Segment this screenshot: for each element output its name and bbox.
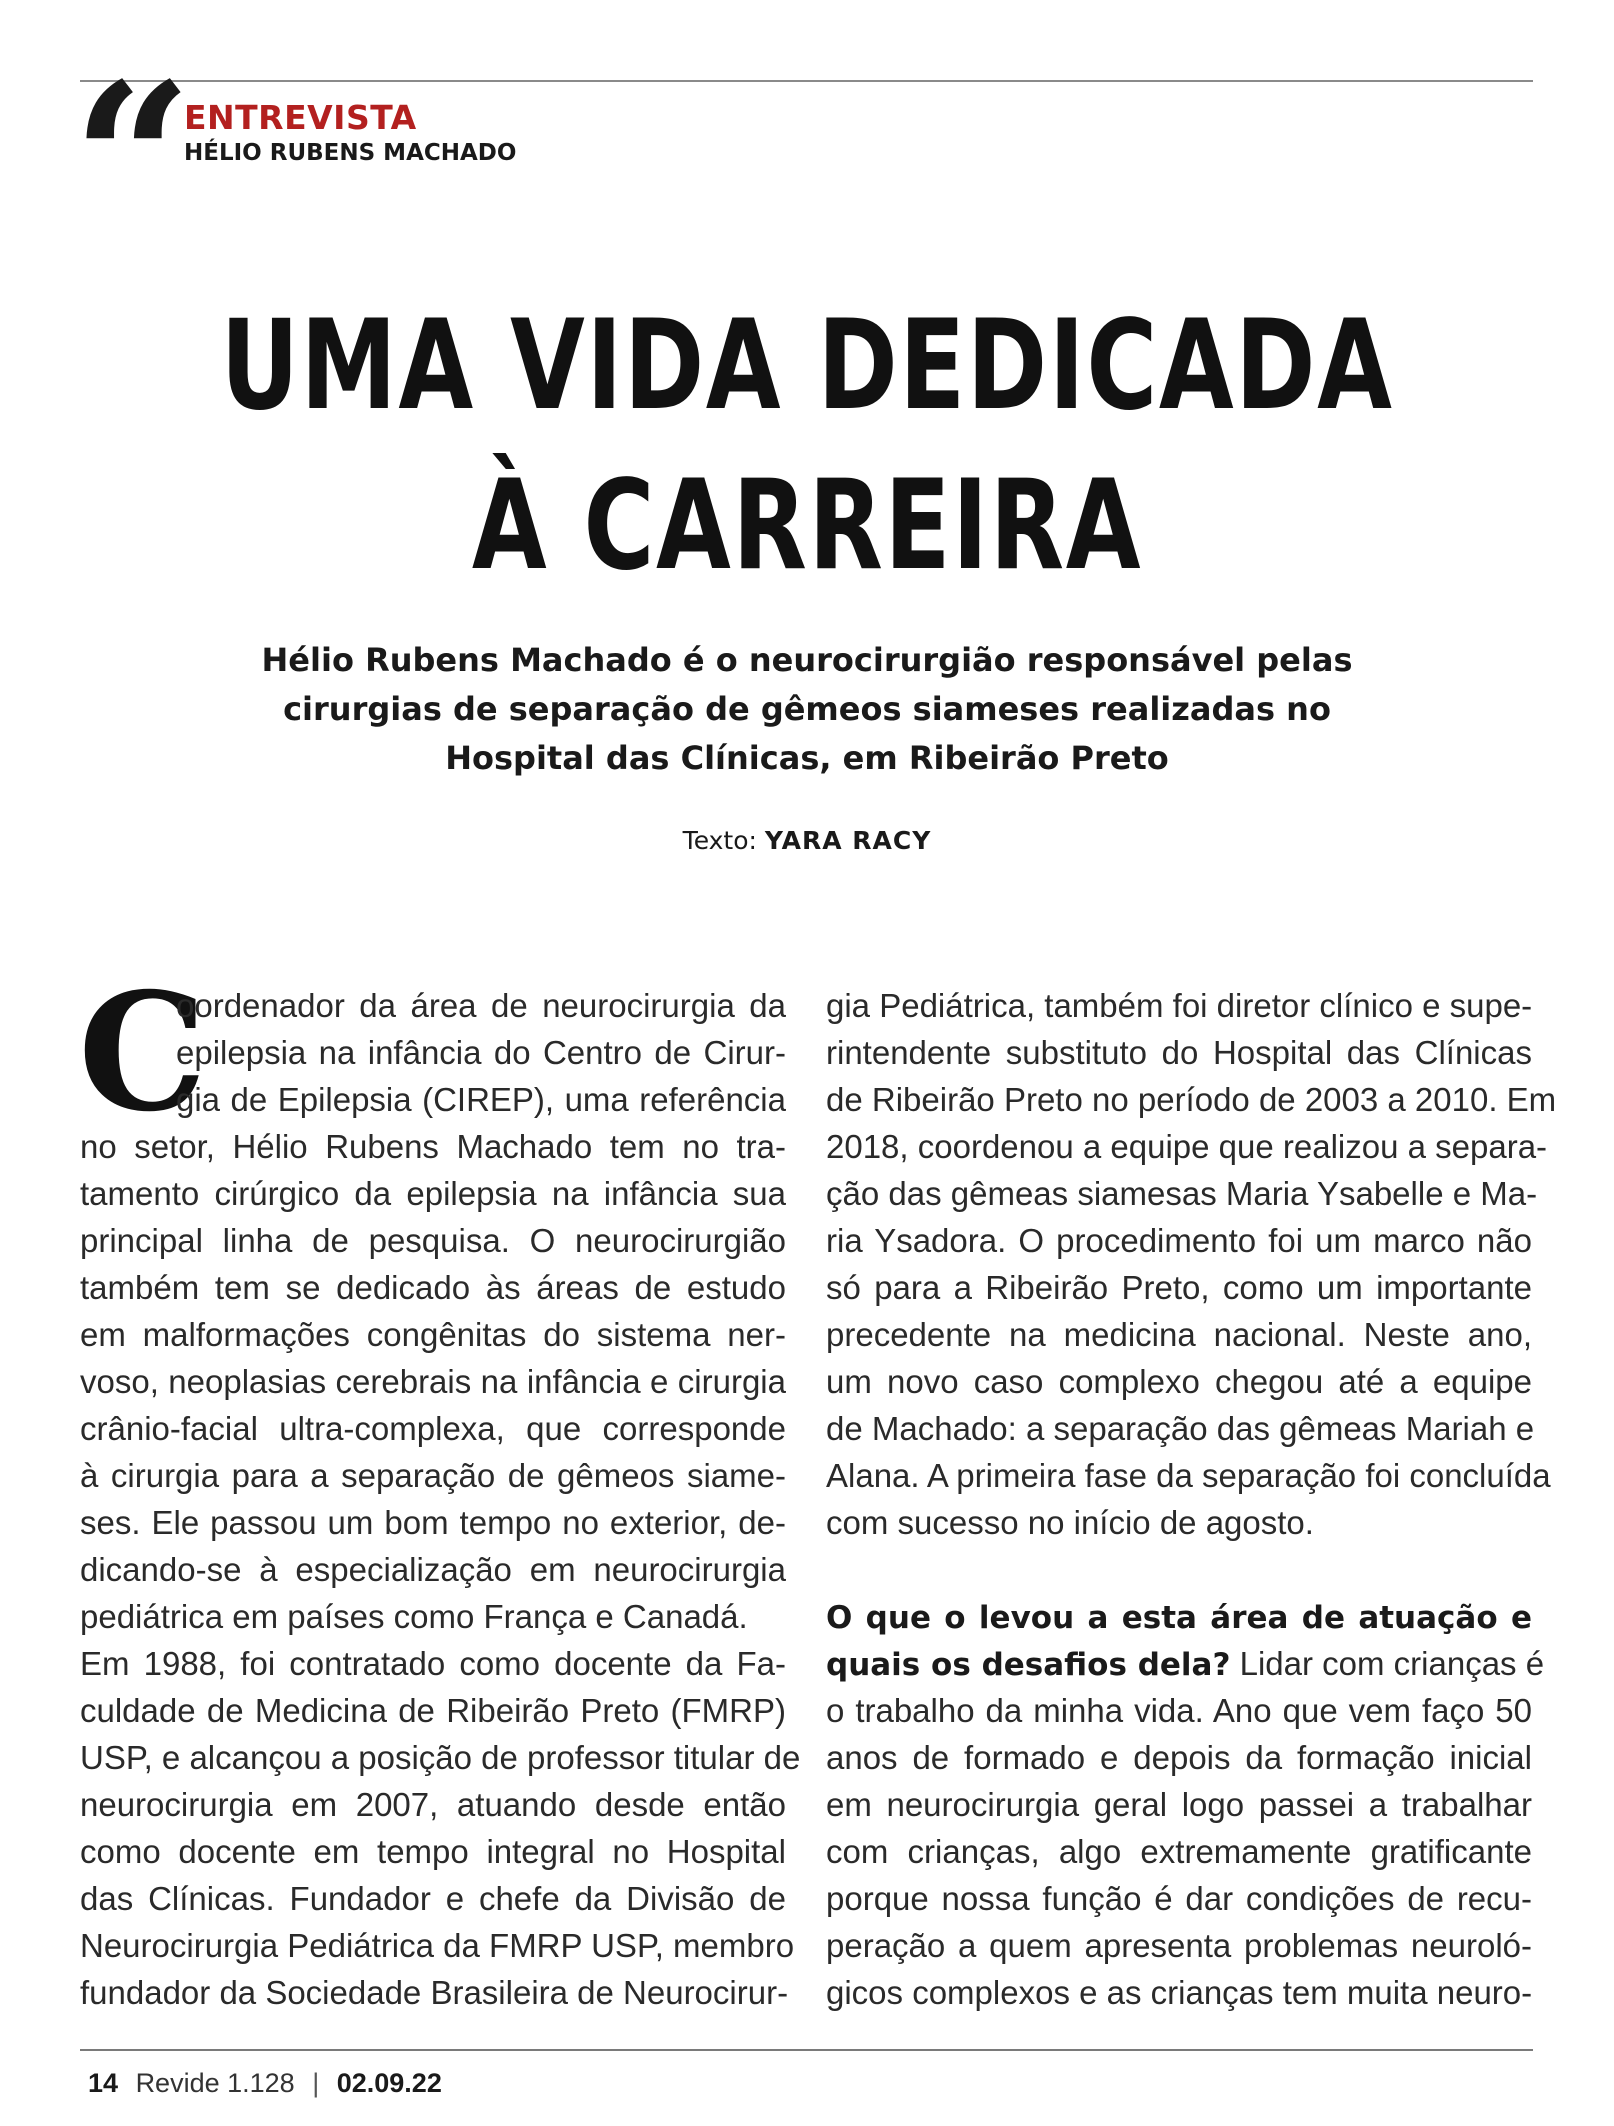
article-line: precedente na medicina nacional. Neste ano,: [826, 1316, 1532, 1353]
interview-question: O que o levou a esta área de atuação e: [826, 1600, 1532, 1636]
lede-line: Hospital das Clínicas, em Ribeirão Preto: [445, 739, 1169, 777]
paragraph-gap: [826, 1546, 1532, 1593]
article-line: o trabalho da minha vida. Ano que vem faço 50: [826, 1692, 1532, 1729]
article-column-right: [826, 982, 1557, 2016]
article-line: em neurocirurgia geral logo passei a trabalhar: [826, 1786, 1532, 1823]
article-line: ria Ysadora. O procedimento foi um marco não: [826, 1222, 1532, 1259]
byline-author: YARA RACY: [764, 826, 932, 855]
page-footer: [88, 2068, 442, 2099]
article-line: Neurocirurgia Pediátrica da FMRP USP, membro: [80, 1927, 795, 1964]
headline-line-1: UMA VIDA DEDICADA: [220, 294, 1394, 438]
article-line: gicos complexos e as crianças tem muita neuro-: [826, 1974, 1533, 2011]
article-line: gia de Epilepsia (CIREP), uma referência: [176, 1081, 786, 1118]
article-line: das Clínicas. Fundador e chefe da Divisão de: [80, 1880, 786, 1917]
article-line: tamento cirúrgico da epilepsia na infância sua: [80, 1175, 786, 1212]
byline: [0, 826, 1614, 855]
article-line: voso, neoplasias cerebrais na infância e cirurgia: [80, 1363, 786, 1400]
article-line: fundador da Sociedade Brasileira de Neurocirur-: [80, 1974, 789, 2011]
lede-line: cirurgias de separação de gêmeos siameses realizadas no: [283, 690, 1331, 728]
article-line: Alana. A primeira fase da separação foi concluída: [826, 1457, 1551, 1494]
article-line: culdade de Medicina de Ribeirão Preto (FMRP): [80, 1692, 786, 1729]
byline-label: Texto:: [682, 826, 757, 855]
article-line: anos de formado e depois da formação inicial: [826, 1739, 1532, 1776]
article-column-left: [80, 982, 801, 2016]
top-rule: [80, 80, 1533, 82]
article-line: no setor, Hélio Rubens Machado tem no tra-: [80, 1128, 786, 1165]
article-line: como docente em tempo integral no Hospital: [80, 1833, 786, 1870]
article-line: com sucesso no início de agosto.: [826, 1504, 1314, 1541]
article-line: neurocirurgia em 2007, atuando desde então: [80, 1786, 786, 1823]
question-answer-line: [826, 1640, 1545, 1687]
interview-question: quais os desafios dela?: [826, 1647, 1231, 1683]
article-line: crânio-facial ultra-complexa, que corresponde: [80, 1410, 786, 1447]
bottom-rule: [80, 2049, 1533, 2051]
lede-line: Hélio Rubens Machado é o neurocirurgião responsável pelas: [261, 641, 1353, 679]
article-line: USP, e alcançou a posição de professor titular de: [80, 1739, 801, 1776]
article-line: 2018, coordenou a equipe que realizou a separa-: [826, 1128, 1548, 1165]
headline-line-2: À CARREIRA: [471, 454, 1143, 598]
article-line: um novo caso complexo chegou até a equipe: [826, 1363, 1532, 1400]
lede: [180, 636, 1434, 783]
article-line: gia Pediátrica, também foi diretor clínico e supe-: [826, 987, 1533, 1024]
article-line: peração a quem apresenta problemas neuroló-: [826, 1927, 1532, 1964]
article-line: epilepsia na infância do Centro de Cirur-: [176, 1034, 786, 1071]
page-number: 14: [88, 2068, 119, 2098]
article-line: à cirurgia para a separação de gêmeos siame-: [80, 1457, 786, 1494]
interviewee-label: HÉLIO RUBENS MACHADO: [184, 140, 517, 166]
article-line: dicando-se à especialização em neurocirurgia: [80, 1551, 786, 1588]
interview-answer: Lidar com crianças é: [1230, 1645, 1545, 1682]
article-line: ses. Ele passou um bom tempo no exterior, de-: [80, 1504, 786, 1541]
article-line: de Machado: a separação das gêmeas Mariah e: [826, 1410, 1535, 1447]
article-line: ção das gêmeas siamesas Maria Ysabelle e Ma-: [826, 1175, 1538, 1212]
footer-separator: |: [312, 2068, 320, 2098]
section-label: ENTREVISTA: [184, 98, 417, 137]
article-line: principal linha de pesquisa. O neurocirurgião: [80, 1222, 786, 1259]
article-line: pediátrica em países como França e Canadá.: [80, 1598, 748, 1635]
quote-mark-icon: “: [72, 37, 175, 284]
question-line: [826, 1593, 1532, 1640]
article-line: também tem se dedicado às áreas de estudo: [80, 1269, 786, 1306]
article-line: só para a Ribeirão Preto, como um importante: [826, 1269, 1532, 1306]
article-line: porque nossa função é dar condições de recu-: [826, 1880, 1532, 1917]
magazine-issue: Revide 1.128: [135, 2068, 295, 2098]
article-line: rintendente substituto do Hospital das Clínicas: [826, 1034, 1532, 1071]
article-line: oordenador da área de neurocirurgia da: [176, 987, 786, 1024]
drop-cap: C: [78, 958, 207, 1148]
article-line: Em 1988, foi contratado como docente da Fa-: [80, 1645, 786, 1682]
issue-date: 02.09.22: [336, 2068, 442, 2098]
article-line: com crianças, algo extremamente gratificante: [826, 1833, 1532, 1870]
article-line: de Ribeirão Preto no período de 2003 a 2010. Em: [826, 1081, 1557, 1118]
article-line: em malformações congênitas do sistema ner-: [80, 1316, 786, 1353]
